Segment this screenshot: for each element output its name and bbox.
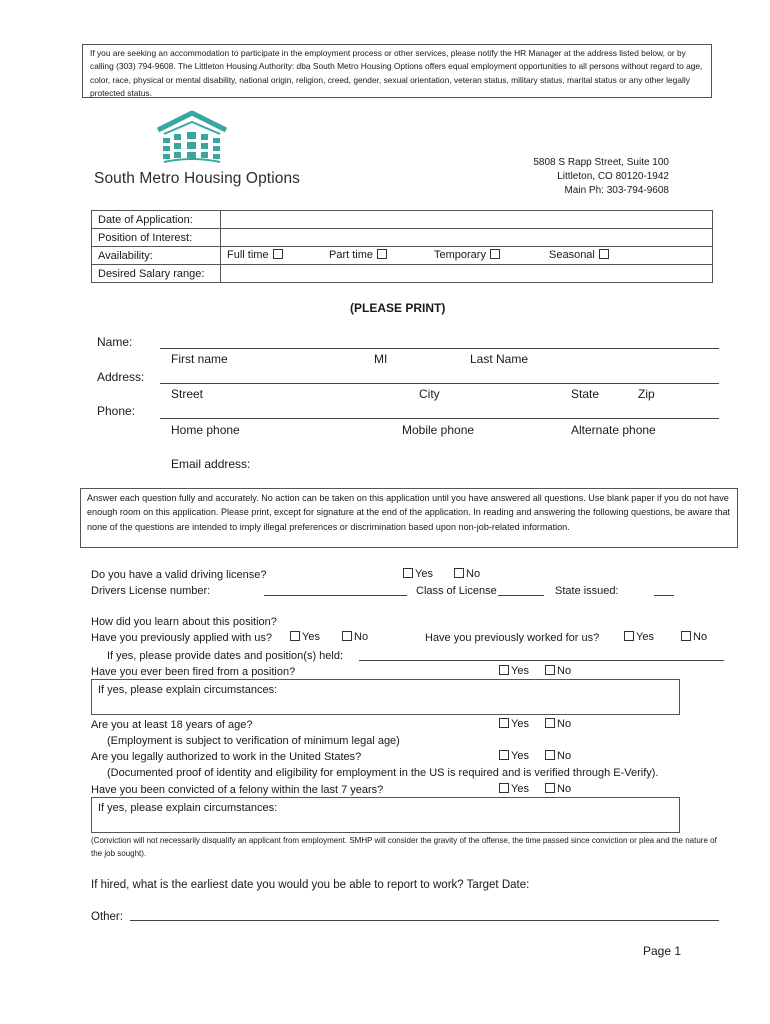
desired-salary-field[interactable] [221,265,713,283]
age-no-checkbox[interactable] [545,718,555,728]
license-number-label: Drivers License number: [91,585,211,597]
driving-no-checkbox[interactable] [454,568,464,578]
felony-explain-label: If yes, please explain circumstances: [98,802,278,814]
age-yes-option[interactable] [499,717,529,731]
no-label: No [557,783,572,795]
applied-no-option[interactable] [342,630,368,644]
worked-no-option[interactable] [681,630,707,644]
driving-license-question: Do you have a valid driving license? [91,569,267,581]
accommodation-notice: If you are seeking an accommodation to participate in the employment process or other services, please notify the HR Manager at the address listed below, or by calling (303) 794-9608. The Littleton Housing Authority: dba South Metro Housing Options offers equal employment opportunities to all persons without regard to age, color, race, physical or mental disability, national origin, religion, creed, gender, sexual orientation, veteran status, military status, marital status or any other legally protected status. [82,44,712,98]
authorized-no-option[interactable] [545,749,571,763]
no-label: No [557,750,572,762]
no-label: No [466,568,481,580]
availability-label: Availability: [92,247,221,265]
please-print-heading: (PLEASE PRINT) [350,301,446,315]
yes-label: Yes [415,568,433,580]
conviction-note: (Conviction will not necessarily disqualify an applicant from employment. SMHP will consider the gravity of the offense, the time passed since conviction or plea and the nature of the job sought). [91,836,717,858]
email-label: Email address: [171,457,251,471]
age-no-option[interactable] [545,717,571,731]
authorized-no-checkbox[interactable] [545,750,555,760]
instructions-box: Answer each question fully and accurately. No action can be taken on this application until you have answered all questions. Use blank paper if you do not have enough room on this application. Please print, except for signature at the end of the application. In reading and answering the following questions, be aware that none of the questions are intended to imply illegal preferences or discrimination based upon non-job-related information. [80,488,738,548]
logo-icon [154,110,230,168]
position-of-interest-field[interactable] [221,229,713,247]
mobile-phone-label: Mobile phone [402,423,475,437]
page-number: Page 1 [643,944,682,958]
desired-salary-label: Desired Salary range: [92,265,221,283]
seasonal-option[interactable] [549,249,611,261]
learn-about-question: How did you learn about this position? [91,616,277,628]
address-phone: Main Ph: 303-794-9608 [564,185,669,196]
class-of-license-line[interactable] [498,595,544,596]
felony-yes-checkbox[interactable] [499,783,509,793]
yes-label: Yes [636,631,654,643]
zip-label: Zip [638,387,655,401]
driving-no-option[interactable] [454,567,480,581]
state-issued-label: State issued: [555,585,619,597]
worked-yes-option[interactable] [624,630,654,644]
felony-yes-option[interactable] [499,782,529,796]
fired-no-option[interactable] [545,664,571,678]
felony-no-option[interactable] [545,782,571,796]
driving-yes-checkbox[interactable] [403,568,413,578]
name-label: Name: [97,335,133,349]
full-time-checkbox[interactable] [273,249,283,259]
license-number-line[interactable] [264,595,407,596]
dates-positions-line[interactable] [359,660,724,661]
applied-question: Have you previously applied with us? [91,632,272,644]
address-line-1: 5808 S Rapp Street, Suite 100 [533,157,669,168]
position-of-interest-label: Position of Interest: [92,229,221,247]
age-note: (Employment is subject to verification of minimum legal age) [107,735,400,747]
city-label: City [419,387,440,401]
last-name-label: Last Name [470,352,529,366]
no-label: No [354,631,369,643]
date-of-application-field[interactable] [221,211,713,229]
fired-yes-checkbox[interactable] [499,665,509,675]
part-time-label: Part time [329,249,374,261]
availability-options [221,247,713,265]
fired-no-checkbox[interactable] [545,665,555,675]
application-table [91,210,713,283]
authorized-question: Are you legally authorized to work in the United States? [91,751,362,763]
address-label: Address: [97,370,145,384]
authorized-yes-checkbox[interactable] [499,750,509,760]
address-line-2: Littleton, CO 80120-1942 [557,171,669,182]
applied-yes-checkbox[interactable] [290,631,300,641]
phone-line[interactable] [160,418,719,419]
first-name-label: First name [171,352,228,366]
seasonal-checkbox[interactable] [599,249,609,259]
yes-label: Yes [511,750,529,762]
start-date-question: If hired, what is the earliest date you would you be able to report to work? Target Date: [91,879,530,891]
street-label: Street [171,387,204,401]
date-of-application-label: Date of Application: [92,211,221,229]
felony-no-checkbox[interactable] [545,783,555,793]
fired-explain-label: If yes, please explain circumstances: [98,684,278,696]
authorized-yes-option[interactable] [499,749,529,763]
yes-label: Yes [511,718,529,730]
felony-question: Have you been convicted of a felony within the last 7 years? [91,784,384,796]
home-phone-label: Home phone [171,423,240,437]
no-label: No [693,631,708,643]
temporary-checkbox[interactable] [490,249,500,259]
temporary-option[interactable] [434,249,502,261]
address-line[interactable] [160,383,719,384]
dates-positions-label: If yes, please provide dates and position(s) held: [107,650,344,662]
class-of-license-label: Class of License [416,585,497,597]
alternate-phone-label: Alternate phone [571,423,656,437]
part-time-option[interactable] [329,249,389,261]
yes-label: Yes [511,783,529,795]
worked-yes-checkbox[interactable] [624,631,634,641]
applied-no-checkbox[interactable] [342,631,352,641]
yes-label: Yes [302,631,320,643]
age-yes-checkbox[interactable] [499,718,509,728]
logo-text: South Metro Housing Options [94,170,301,187]
no-label: No [557,718,572,730]
phone-label: Phone: [97,404,136,418]
worked-no-checkbox[interactable] [681,631,691,641]
other-label: Other: [91,911,123,923]
authorized-note: (Documented proof of identity and eligibility for employment in the US is required and is verified through E-Verify). [107,767,659,779]
yes-label: Yes [511,665,529,677]
mi-label: MI [374,352,388,366]
state-issued-line[interactable] [654,595,674,596]
fired-question: Have you ever been fired from a position? [91,666,296,678]
full-time-label: Full time [227,249,269,261]
age-question: Are you at least 18 years of age? [91,719,253,731]
name-line[interactable] [160,348,719,349]
seasonal-label: Seasonal [549,249,595,261]
driving-yes-option[interactable] [403,567,433,581]
applied-yes-option[interactable] [290,630,320,644]
worked-question: Have you previously worked for us? [425,632,600,644]
no-label: No [557,665,572,677]
fired-yes-option[interactable] [499,664,529,678]
part-time-checkbox[interactable] [377,249,387,259]
state-label: State [571,387,600,401]
other-line[interactable] [130,920,719,921]
full-time-option[interactable] [227,249,285,261]
temporary-label: Temporary [434,249,486,261]
